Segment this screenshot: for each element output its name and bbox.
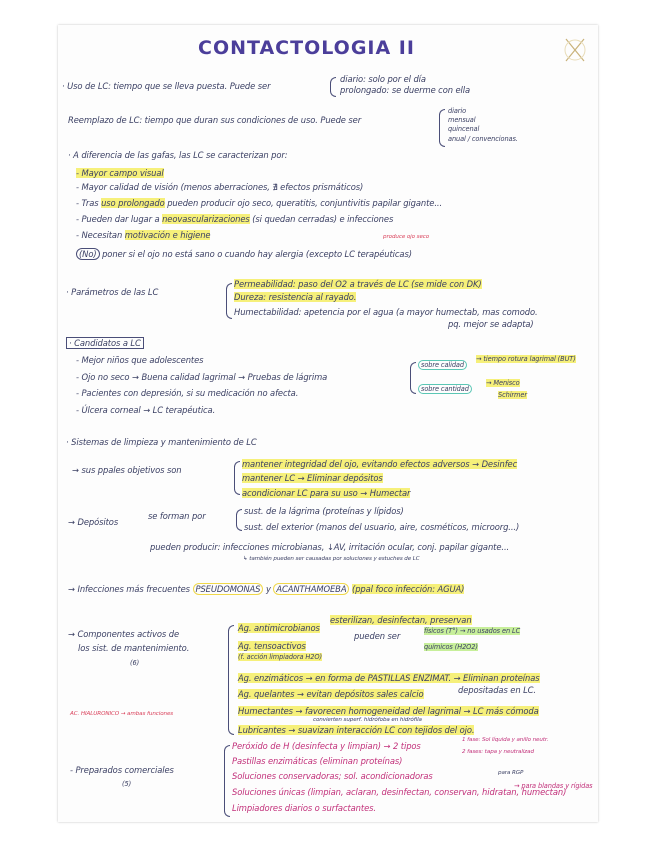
comp-tensoactivos-note: (f. acción limpiadora H2O): [238, 653, 322, 661]
depositos-producir: pueden producir: infecciones microbianas, ↓AV, irritación ocular, conj. papilar gigante...: [150, 542, 510, 552]
diferencia-heading: · A diferencia de las gafas, las LC se caracterizan por:: [68, 150, 288, 160]
prep-peroxido: Peróxido de H (desinfecta y limpian) → 2 tipos: [232, 741, 421, 751]
reemplazo-line: Reemplazo de LC: tiempo que duran sus condiciones de uso. Puede ser: [68, 115, 362, 125]
componentes-label-2: los sist. de mantenimiento.: [78, 643, 190, 653]
candidatos-item-2: - Ojo no seco → Buena calidad lagrimal → Pruebas de lágrima: [76, 372, 328, 382]
comp-tensoactivos: Ag. tensoactivos: [238, 641, 306, 651]
depositos-lagrima: sust. de la lágrima (proteínas y lípidos): [244, 506, 404, 516]
uso-lc-line: · Uso de LC: tiempo que se lleva puesta. Puede ser: [62, 81, 271, 91]
comp-pueden-ser: pueden ser: [354, 631, 401, 641]
depositos-note: ↳ también pueden ser causadas por soluciones y estuches de LC: [243, 556, 420, 562]
brace: [439, 109, 445, 147]
comp-enzimaticos: Ag. enzimáticos → en forma de PASTILLAS ENZIMAT. → Eliminan proteínas: [238, 673, 540, 683]
prep-peroxido-2fases: 2 fases: tapa y neutralizad: [462, 749, 534, 755]
uso-prolongado: prolongado: se duerme con ella: [340, 85, 471, 95]
corner-doodle-icon: [560, 35, 590, 65]
lagrima-but: → tiempo rotura lagrimal (BUT): [476, 355, 576, 363]
reemplazo-anual: anual / convencionas.: [448, 135, 518, 143]
reemplazo-quincenal: quincenal: [448, 125, 480, 133]
lagrima-calidad: sobre calidad: [418, 361, 467, 369]
brace: [234, 461, 240, 495]
page-title: CONTACTOLOGIA II: [198, 37, 415, 59]
objetivo-2: mantener LC → Eliminar depósitos: [242, 473, 383, 483]
diferencia-item-1: - Mayor campo visual: [76, 168, 164, 178]
hialuronico-note: AC. HIALURONICO → ambas funciones: [70, 711, 174, 717]
diferencia-item-3: - Tras uso prolongado pueden producir ojo seco, queratitis, conjuntivitis papilar gigante...: [76, 198, 443, 208]
param-humectabilidad-cont: pq. mejor se adapta): [448, 319, 534, 329]
candidatos-item-4: - Úlcera corneal → LC terapéutica.: [76, 405, 216, 415]
brace: [410, 362, 416, 394]
comp-quimicos: químicos (H2O2): [424, 643, 478, 651]
comp-lubricantes: Lubricantes → suavizan interacción LC con tejidos del ojo.: [238, 725, 475, 735]
comp-fisicos: físicos (T°) → no usados en LC: [424, 627, 521, 635]
prep-blandas: → para blandas y rígidas: [514, 782, 593, 790]
parametros-heading: · Parámetros de las LC: [66, 287, 159, 297]
lagrima-schirmer: Schirmer: [498, 391, 527, 399]
diferencia-item-4: - Pueden dar lugar a neovascularizaciones (si quedan cerradas) e infecciones: [76, 214, 394, 224]
objetivo-3: acondicionar LC para su uso → Humectar: [242, 488, 411, 498]
prep-unicas: Soluciones únicas (limpian, aclaran, desinfectan, conservan, hidratan, humectan): [232, 787, 567, 797]
comp-antimicrobianos: Ag. antimicrobianos: [238, 623, 320, 633]
notebook-page: [58, 25, 598, 822]
ojo-seco-note: produce ojo seco: [383, 234, 430, 240]
param-permeabilidad: Permeabilidad: paso del O2 a través de LC (se mide con DK): [234, 279, 482, 289]
componentes-label: → Componentes activos de: [68, 629, 180, 639]
diferencia-item-5: - Necesitan motivación e higiene: [76, 230, 211, 240]
comp-enzimaticos-cont: depositadas en LC.: [458, 685, 536, 695]
comp-humectantes: Humectantes → favorecen homogeneidad del lagrimal → LC más cómoda: [238, 706, 539, 716]
prep-limpiadores: Limpiadores diarios o surfactantes.: [232, 803, 376, 813]
candidatos-item-3: - Pacientes con depresión, si su medicación no afecta.: [76, 388, 299, 398]
brace: [236, 509, 242, 531]
comp-esterilizan: esterilizan, desinfectan, preservan: [330, 615, 472, 625]
uso-diario: diario: solo por el día: [340, 74, 426, 84]
brace: [226, 283, 232, 319]
preparados-count: (5): [122, 780, 132, 788]
brace: [330, 77, 336, 97]
param-humectabilidad: Humectabilidad: apetencia por el agua (a mayor humectab, mas comodo.: [234, 307, 538, 317]
reemplazo-mensual: mensual: [448, 116, 476, 124]
comp-humectantes-note: convierten superf. hidrófoba en hidrófila: [313, 717, 422, 723]
depositos-label: → Depósitos: [68, 517, 119, 527]
objetivos-label: → sus ppales objetivos son: [72, 465, 182, 475]
componentes-count: (6): [130, 659, 140, 667]
lagrima-menisco: → Menisco: [486, 379, 520, 387]
candidatos-heading: · Candidatos a LC: [66, 338, 144, 348]
prep-rgp-note: para RGP: [498, 770, 524, 776]
brace: [228, 625, 234, 735]
candidatos-item-1: - Mejor niños que adolescentes: [76, 355, 204, 365]
prep-conservadoras: Soluciones conservadoras; sol. acondicionadoras: [232, 771, 433, 781]
preparados-label: - Preparados comerciales: [70, 765, 174, 775]
diferencia-item-6: (No) poner si el ojo no está sano o cuando hay alergia (excepto LC terapéuticas): [76, 249, 412, 259]
diferencia-item-2: - Mayor calidad de visión (menos aberraciones, ∄ efectos prismáticos): [76, 182, 364, 192]
depositos-exterior: sust. del exterior (manos del usuario, aire, cosméticos, microorg...): [244, 522, 520, 532]
prep-pastillas: Pastillas enzimáticas (eliminan proteínas): [232, 756, 403, 766]
infecciones-line: → Infecciones más frecuentes PSEUDOMONAS y ACANTHAMOEBA (ppal foco infección: AGUA): [68, 584, 465, 594]
prep-peroxido-1fase: 1 fase: Sol líquida y anillo neutr.: [462, 737, 549, 743]
brace: [224, 745, 230, 817]
depositos-forman: se forman por: [148, 511, 206, 521]
comp-quelantes: Ag. quelantes → evitan depósitos sales calcio: [238, 689, 424, 699]
objetivo-1: mantener integridad del ojo, evitando efectos adversos → Desinfec: [242, 459, 518, 469]
sistemas-heading: · Sistemas de limpieza y mantenimiento de LC: [66, 437, 257, 447]
param-dureza: Dureza: resistencia al rayado.: [234, 292, 357, 302]
lagrima-cantidad: sobre cantidad: [418, 385, 472, 393]
reemplazo-diario: diario: [448, 107, 467, 115]
